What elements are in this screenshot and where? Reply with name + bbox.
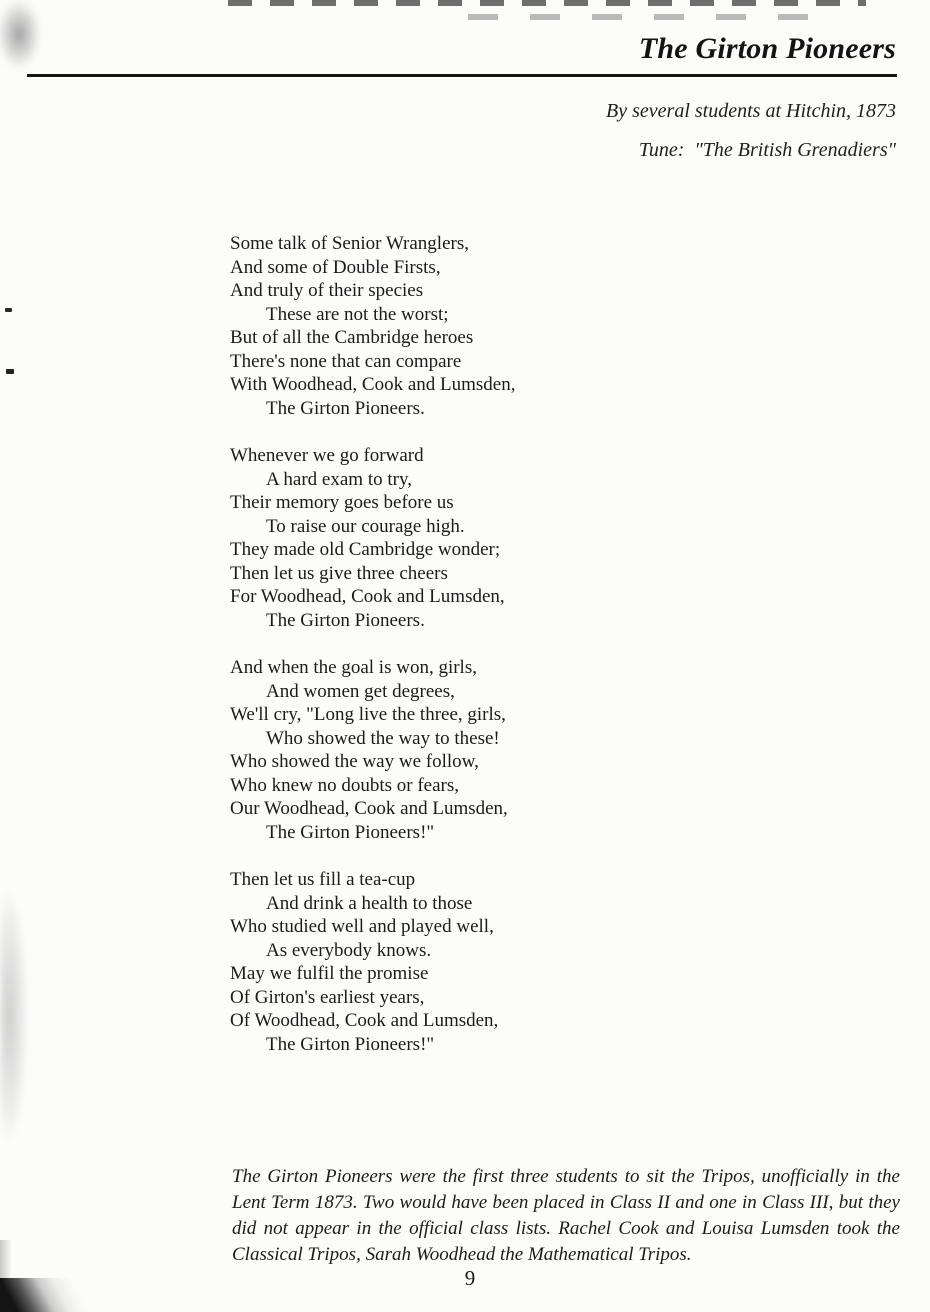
poem-line: Who showed the way to these! [266, 727, 500, 749]
scan-artifact-corner-smudge [0, 0, 48, 80]
poem-line: To raise our courage high. [266, 515, 465, 537]
poem-line: Some talk of Senior Wranglers, [230, 233, 469, 254]
stanza [230, 444, 650, 632]
scan-artifact-top-dashes-2 [468, 14, 834, 20]
poem-line: But of all the Cambridge heroes [230, 327, 474, 348]
poem-line: Of Girton's earliest years, [230, 986, 425, 1008]
poem-line: The Girton Pioneers. [266, 397, 425, 419]
header-rule [27, 74, 897, 77]
footnote-line: Classical Tripos, Sarah Woodhead the Mathematical Tripos. [232, 1244, 692, 1265]
poem-line: Whenever we go forward [230, 445, 424, 466]
poem-line: With Woodhead, Cook and Lumsden, [230, 374, 516, 395]
poem-line: Then let us give three cheers [230, 562, 448, 584]
poem-line: As everybody knows. [266, 939, 432, 961]
stanza [230, 868, 650, 1056]
scan-artifact-speck [6, 369, 14, 374]
scan-artifact-edge-shadow [0, 860, 34, 1172]
poem-line: Of Woodhead, Cook and Lumsden, [230, 1010, 499, 1031]
poem-line: There's none that can compare [230, 350, 462, 372]
poem [230, 232, 650, 1080]
page-number: 9 [464, 1266, 476, 1290]
poem-line: Who knew no doubts or fears, [230, 774, 460, 796]
poem-line: We'll cry, "Long live the three, girls, [230, 704, 506, 725]
footnote-line: did not appear in the official class lists. Rachel Cook and Louisa Lumsden took the [232, 1218, 900, 1239]
poem-line: And some of Double Firsts, [230, 256, 441, 278]
footnote [232, 1164, 900, 1268]
poem-line: Our Woodhead, Cook and Lumsden, [230, 798, 508, 819]
poem-line: Their memory goes before us [230, 492, 454, 513]
poem-line: May we fulfil the promise [230, 963, 429, 984]
poem-line: A hard exam to try, [266, 468, 412, 490]
scan-artifact-bottom-corner [0, 1278, 100, 1312]
poem-line: These are not the worst; [266, 303, 449, 325]
scan-artifact-top-dashes [228, 0, 866, 6]
poem-line: For Woodhead, Cook and Lumsden, [230, 586, 505, 607]
scan-artifact-edge-strip [0, 1240, 12, 1312]
page-title: The Girton Pioneers [638, 32, 896, 65]
footnote-line: Lent Term 1873. Two would have been placed in Class II and one in Class III, but they [232, 1192, 900, 1213]
poem-line: They made old Cambridge wonder; [230, 539, 501, 560]
poem-line: And drink a health to those [266, 892, 473, 914]
stanza [230, 656, 650, 844]
poem-line: Who studied well and played well, [230, 916, 494, 937]
poem-line: And women get degrees, [266, 680, 455, 702]
tune-attribution: Tune: "The British Grenadiers" [638, 139, 896, 161]
poem-line: Who showed the way we follow, [230, 751, 479, 772]
scan-artifact-speck [5, 308, 12, 312]
poem-line: The Girton Pioneers!" [266, 1033, 435, 1055]
footnote-line: The Girton Pioneers were the first three students to sit the Tripos, unofficially in the [232, 1166, 900, 1187]
poem-line: And when the goal is won, girls, [230, 657, 477, 678]
poem-line: The Girton Pioneers!" [266, 821, 435, 843]
stanza [230, 232, 650, 420]
byline: By several students at Hitchin, 1873 [606, 100, 896, 122]
poem-line: The Girton Pioneers. [266, 609, 425, 631]
poem-line: And truly of their species [230, 280, 424, 301]
poem-line: Then let us fill a tea-cup [230, 869, 416, 890]
